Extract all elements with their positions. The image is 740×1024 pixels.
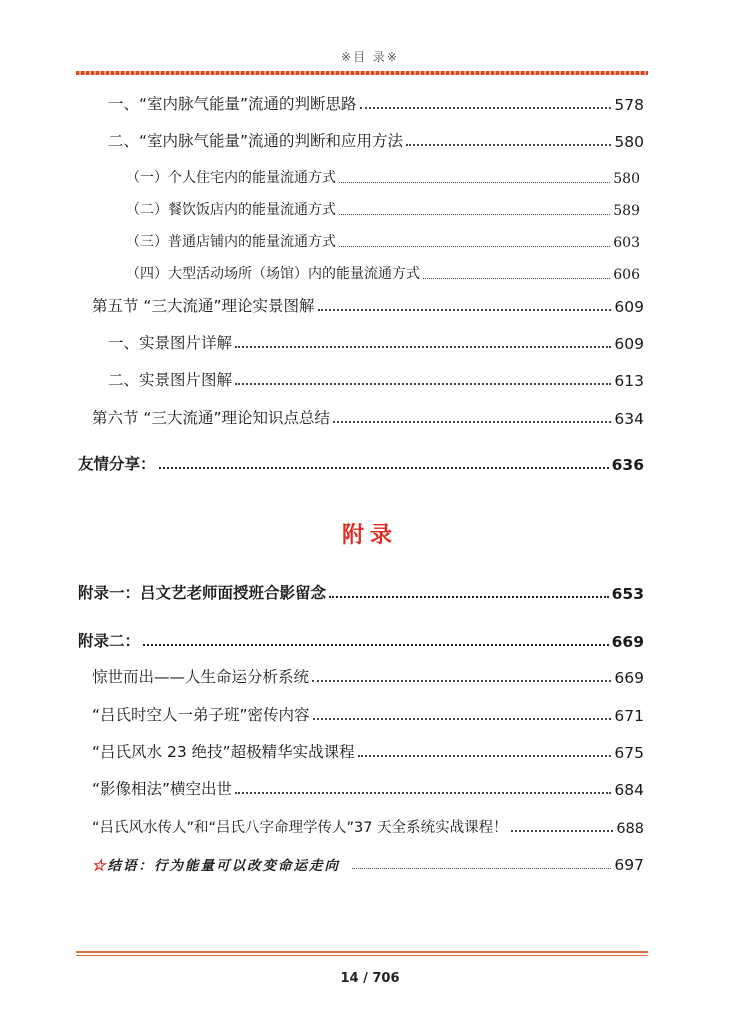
toc-entry-page: 580 [614, 133, 644, 151]
toc-entry[interactable] [108, 88, 644, 114]
toc-entry-title: 二、“室内脉气能量”流通的判断和应用方法 [108, 132, 404, 150]
toc-entry[interactable] [78, 577, 644, 603]
toc-entry[interactable] [108, 364, 644, 390]
appendix-heading: 附录 [341, 523, 398, 548]
toc-entry-page: 580 [613, 171, 640, 187]
toc-entry-title: “吕氏时空人一弟子班”密传内容 [92, 706, 310, 724]
toc-entry-page: 609 [614, 335, 644, 353]
footer-rule [76, 955, 648, 956]
leader-dots [339, 214, 610, 215]
toc-entry-page: 613 [614, 372, 644, 390]
toc-entry[interactable] [126, 193, 640, 219]
leader-dots [423, 278, 610, 279]
toc-entry[interactable] [92, 736, 644, 762]
toc-entry-page: 589 [613, 203, 640, 219]
leader-dots [339, 246, 610, 247]
toc-entry-title: （二）餐饮饭店内的能量流通方式 [126, 202, 336, 218]
leader-dots [235, 346, 611, 348]
toc-entry-title: 惊世而出——人生命运分析系统 [92, 668, 310, 686]
toc-entry-title: （三）普通店铺内的能量流通方式 [126, 234, 336, 250]
leader-dots [143, 644, 609, 646]
leader-dots [339, 182, 610, 183]
toc-entry-page: 606 [613, 267, 640, 283]
toc-entry-title: （一）个人住宅内的能量流通方式 [126, 170, 336, 186]
leader-dots [360, 107, 612, 109]
toc-entry-page: 671 [614, 707, 644, 725]
leader-dots [406, 144, 611, 146]
toc-entry-page: 669 [611, 633, 644, 651]
toc-entry-page: 675 [614, 744, 644, 762]
leader-dots [235, 383, 611, 385]
toc-entry-title: （四）大型活动场所（场馆）内的能量流通方式 [126, 266, 420, 282]
toc-entry[interactable] [126, 161, 640, 187]
toc-entry-page: 684 [614, 781, 644, 799]
leader-dots [313, 718, 612, 720]
toc-entry-title: 第六节 “三大流通”理论知识点总结 [92, 409, 330, 427]
toc-entry[interactable] [126, 257, 640, 283]
page-number: 14 / 706 [340, 971, 400, 986]
toc-entry-page: 634 [614, 410, 644, 428]
star-icon: ☆ [92, 858, 108, 874]
toc-entry[interactable] [126, 225, 640, 251]
toc-entry-title: “吕氏风水传人”和“吕氏八字命理学传人”37 天全系统实战课程！ [92, 820, 508, 836]
footer-rule [76, 951, 648, 953]
leader-dots [159, 467, 609, 469]
toc-entry-title: 二、实景图片图解 [108, 371, 233, 389]
toc-entry-title: 一、“室内脉气能量”流通的判断思路 [108, 95, 357, 113]
toc-entry-conclusion[interactable] [92, 848, 644, 874]
leader-dots [358, 755, 612, 757]
leader-dots [352, 868, 611, 869]
conclusion-text: 结语：行为能量可以改变命运走向 [107, 858, 340, 874]
toc-entry-title: 附录二： [78, 632, 141, 650]
running-header: ※目 录※ [341, 50, 399, 64]
toc-entry-page: 578 [614, 96, 644, 114]
toc-entry-title: “吕氏风水 23 绝技”超极精华实战课程 [92, 743, 355, 761]
toc-entry-title: 附录一：吕文艺老师面授班合影留念 [78, 584, 327, 602]
toc-entry[interactable] [92, 661, 644, 687]
toc-entry-page: 688 [616, 821, 644, 837]
toc-entry-title: 友情分享： [78, 455, 156, 473]
toc-entry[interactable] [92, 402, 644, 428]
toc-entry-page: 603 [613, 235, 640, 251]
header-rule [76, 71, 648, 75]
toc-entry-title: 一、实景图片详解 [108, 334, 233, 352]
toc-entry[interactable] [78, 448, 644, 474]
leader-dots [235, 792, 611, 794]
toc-entry[interactable] [92, 773, 644, 799]
leader-dots [329, 596, 609, 598]
toc-entry[interactable] [78, 625, 644, 651]
toc-entry[interactable] [92, 811, 644, 837]
toc-entry-page: 636 [611, 456, 644, 474]
toc-entry[interactable] [108, 125, 644, 151]
toc-entry-page: 669 [614, 669, 644, 687]
toc-entry[interactable] [108, 327, 644, 353]
leader-dots [333, 421, 611, 423]
toc-entry-title [92, 854, 340, 874]
leader-dots [511, 830, 614, 832]
toc-entry-page: 609 [614, 298, 644, 316]
toc-entry-page: 653 [611, 585, 644, 603]
toc-entry-title: “影像相法”横空出世 [92, 780, 233, 798]
toc-entry-page: 697 [614, 856, 644, 874]
toc-entry[interactable] [92, 290, 644, 316]
toc-entry-title: 第五节 “三大流通”理论实景图解 [92, 297, 315, 315]
leader-dots [312, 680, 611, 682]
leader-dots [318, 309, 612, 311]
toc-entry[interactable] [92, 699, 644, 725]
